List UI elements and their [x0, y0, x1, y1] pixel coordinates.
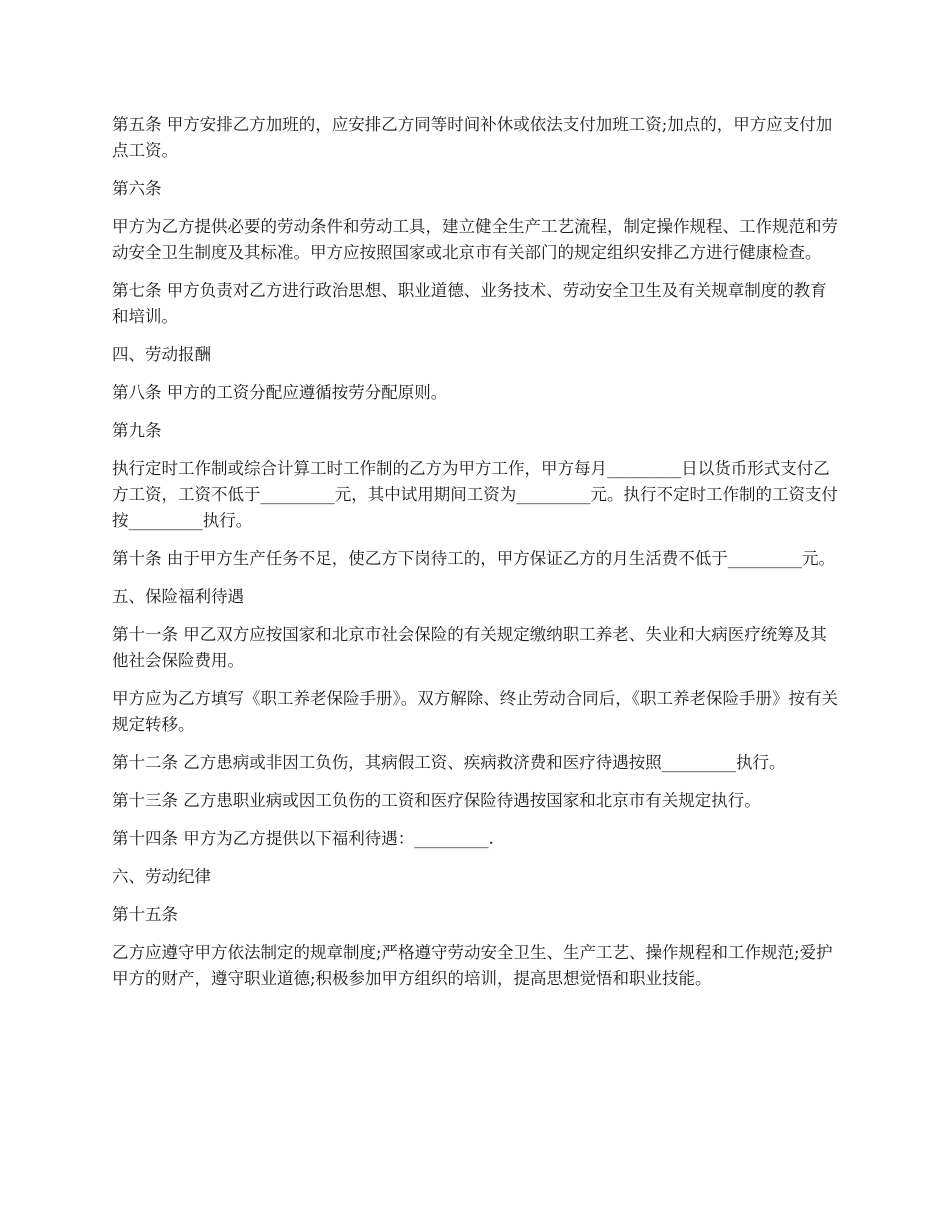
- section-heading-insurance: 五、保险福利待遇: [112, 587, 244, 606]
- paragraph-article-14: 第十四条 甲方为乙方提供以下福利待遇：_________.: [112, 829, 494, 848]
- paragraph-article-10: 第十条 由于甲方生产任务不足，使乙方下岗待工的，甲方保证乙方的月生活费不低于_________元。: [112, 549, 835, 568]
- paragraph-article-7: 第七条 甲方负责对乙方进行政治思想、职业道德、业务技术、劳动安全卫生及有关规章制度的教育和培训。: [112, 281, 827, 326]
- section-heading-remuneration: 四、劳动报酬: [112, 345, 211, 364]
- paragraph-article-6-heading: 第六条: [112, 179, 162, 198]
- paragraph-article-15-heading: 第十五条: [112, 905, 178, 924]
- paragraph-pension-handbook: 甲方应为乙方填写《职工养老保险手册》。双方解除、终止劳动合同后，《职工养老保险手册》按有关规定转移。: [112, 689, 838, 734]
- paragraph-article-11: 第十一条 甲乙双方应按国家和北京市社会保险的有关规定缴纳职工养老、失业和大病医疗统筹及其他社会保险费用。: [112, 625, 827, 670]
- section-heading-discipline: 六、劳动纪律: [112, 867, 211, 886]
- paragraph-article-9-heading: 第九条: [112, 421, 162, 440]
- paragraph-article-5: 第五条 甲方安排乙方加班的，应安排乙方同等时间补休或依法支付加班工资;加点的，甲方应支付加点工资。: [112, 115, 833, 160]
- paragraph-article-9-body: 执行定时工作制或综合计算工时工作制的乙方为甲方工作，甲方每月_________日以货币形式支付乙方工资，工资不低于_________元，其中试用期间工资为_________元。执行不定时工作制的工资支付按_________执行。: [112, 459, 838, 530]
- paragraph-article-12: 第十二条 乙方患病或非因工负伤，其病假工资、疾病救济费和医疗待遇按照_________执行。: [112, 753, 786, 772]
- paragraph-article-15-body: 乙方应遵守甲方依法制定的规章制度;严格遵守劳动安全卫生、生产工艺、操作规程和工作规范;爱护甲方的财产，遵守职业道德;积极参加甲方组织的培训，提高思想觉悟和职业技能。: [112, 943, 833, 988]
- paragraph-article-6-body: 甲方为乙方提供必要的劳动条件和劳动工具，建立健全生产工艺流程，制定操作规程、工作规范和劳动安全卫生制度及其标准。甲方应按照国家或北京市有关部门的规定组织安排乙方进行健康检查。: [112, 217, 838, 262]
- paragraph-article-8: 第八条 甲方的工资分配应遵循按劳分配原则。: [112, 383, 448, 402]
- paragraph-article-13: 第十三条 乙方患职业病或因工负伤的工资和医疗保险待遇按国家和北京市有关规定执行。: [112, 791, 761, 810]
- document-page: [112, 112, 842, 1004]
